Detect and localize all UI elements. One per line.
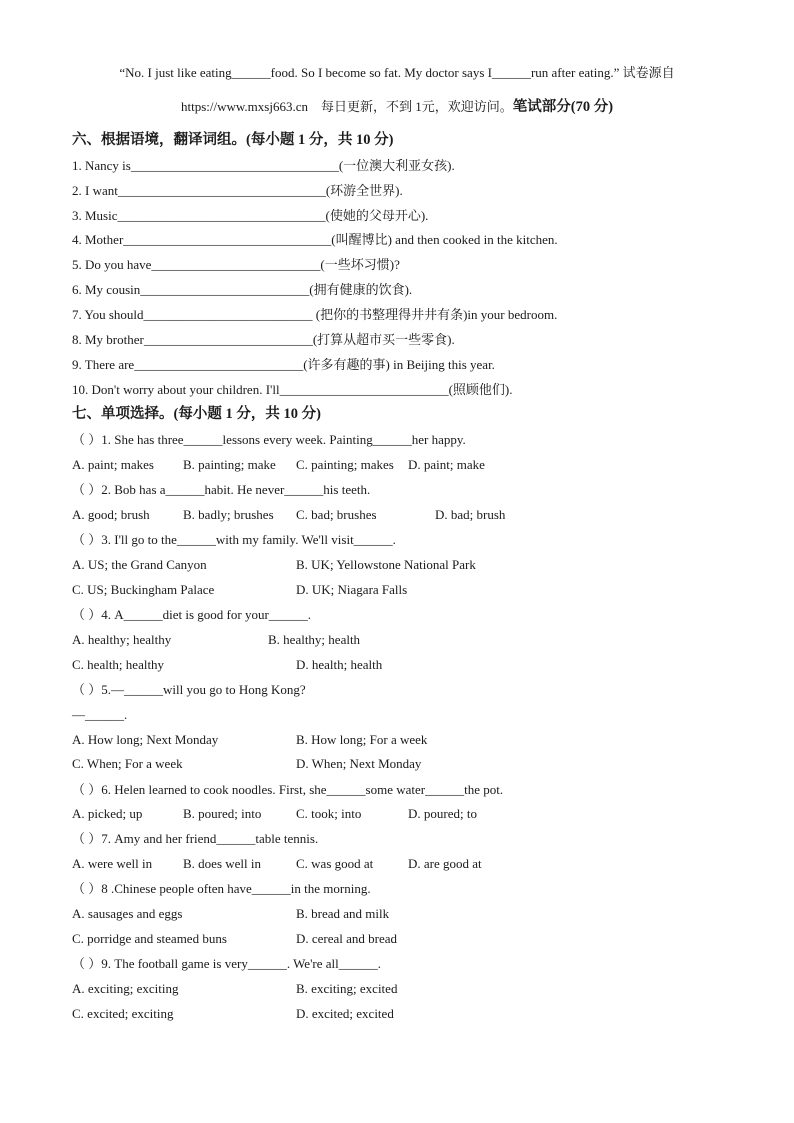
option-d: D. UK; Niagara Falls [296, 582, 408, 597]
option-a: A. picked; up [72, 806, 143, 821]
option-d: D. poured; to [408, 806, 477, 821]
translation-item: 6. My cousin__________________________(拥有健康的饮食). [72, 282, 413, 297]
question-stem: （ ）4. A______diet is good for your______. [72, 607, 312, 622]
question-stem: （ ）6. Helen learned to cook noodles. First, she______some water______the pot. [72, 782, 504, 797]
option-a: A. sausages and eggs [72, 906, 183, 921]
option-c: C. When; For a week [72, 756, 183, 771]
option-a: A. paint; makes [72, 457, 154, 472]
option-a: A. were well in [72, 856, 153, 871]
question-stem: （ ）3. I'll go to the______with my family. We'll visit______. [72, 532, 396, 547]
question-stem: （ ）1. She has three______lessons every week. Painting______her happy. [72, 432, 466, 447]
translation-item: 3. Music________________________________(使她的父母开心). [72, 208, 429, 223]
option-b: B. badly; brushes [183, 507, 274, 522]
translation-item: 9. There are__________________________(许多有趣的事) in Beijing this year. [72, 357, 495, 372]
option-c: C. bad; brushes [296, 507, 377, 522]
option-b: B. does well in [183, 856, 261, 871]
option-d: D. cereal and bread [296, 931, 398, 946]
section-7-title: 七、单项选择。(每小题 1 分，共 10 分) [72, 406, 321, 422]
translation-item: 8. My brother__________________________(打算从超市买一些零食). [72, 332, 455, 347]
option-c: C. was good at [296, 856, 374, 871]
translation-item: 1. Nancy is________________________________(一位澳大利亚女孩). [72, 158, 455, 173]
option-d: D. excited; excited [296, 1006, 394, 1021]
option-b: B. healthy; health [268, 632, 361, 647]
option-a: A. exciting; exciting [72, 981, 179, 996]
source-url: https://www.mxsj663.cn [180, 99, 308, 114]
question-stem: （ ）5.—______will you go to Hong Kong? [72, 682, 306, 697]
header-line-2 [0, 99, 794, 115]
translation-item: 10. Don't worry about your children. I'll__________________________(照顾他们). [72, 382, 513, 397]
header-line-1: “No. I just like eating______food. So I become so fat. My doctor says I______run after eating.” 试卷源自 [119, 65, 675, 80]
option-b: B. bread and milk [296, 906, 390, 921]
question-stem: （ ）7. Amy and her friend______table tennis. [72, 831, 319, 846]
option-c: C. painting; makes [296, 457, 394, 472]
promo-text: 每日更新，不到 1元，欢迎访问。 [320, 99, 513, 114]
option-d: D. bad; brush [435, 507, 506, 522]
question-stem: （ ）9. The football game is very______. We're all______. [72, 956, 382, 971]
question-stem-reply: —______. [72, 707, 128, 722]
option-c: C. excited; exciting [72, 1006, 174, 1021]
option-a: A. How long; Next Monday [72, 732, 219, 747]
option-c: C. US; Buckingham Palace [72, 582, 215, 597]
translation-item: 5. Do you have__________________________(一些坏习惯)? [72, 257, 400, 272]
option-c: C. took; into [296, 806, 362, 821]
question-stem: （ ）2. Bob has a______habit. He never______his teeth. [72, 482, 371, 497]
option-b: B. UK; Yellowstone National Park [296, 557, 476, 572]
part-label: 笔试部分(70 分) [512, 99, 614, 115]
option-b: B. How long; For a week [296, 732, 428, 747]
option-a: A. healthy; healthy [72, 632, 172, 647]
option-d: D. paint; make [408, 457, 485, 472]
option-d: D. When; Next Monday [296, 756, 422, 771]
translation-item: 2. I want________________________________(环游全世界). [72, 183, 403, 198]
option-a: A. US; the Grand Canyon [72, 557, 207, 572]
translation-item: 7. You should__________________________ (把你的书整理得井井有条)in your bedroom. [72, 307, 558, 322]
option-c: C. health; healthy [72, 657, 165, 672]
option-a: A. good; brush [72, 507, 150, 522]
translation-item: 4. Mother________________________________(叫醒博比) and then cooked in the kitchen. [72, 232, 558, 247]
option-c: C. porridge and steamed buns [72, 931, 227, 946]
option-d: D. health; health [296, 657, 383, 672]
section-6-title: 六、根据语境，翻译词组。(每小题 1 分，共 10 分) [72, 132, 394, 148]
option-b: B. painting; make [183, 457, 276, 472]
question-stem: （ ）8 .Chinese people often have______in the morning. [72, 881, 371, 896]
option-d: D. are good at [408, 856, 482, 871]
option-b: B. exciting; excited [296, 981, 398, 996]
option-b: B. poured; into [183, 806, 262, 821]
